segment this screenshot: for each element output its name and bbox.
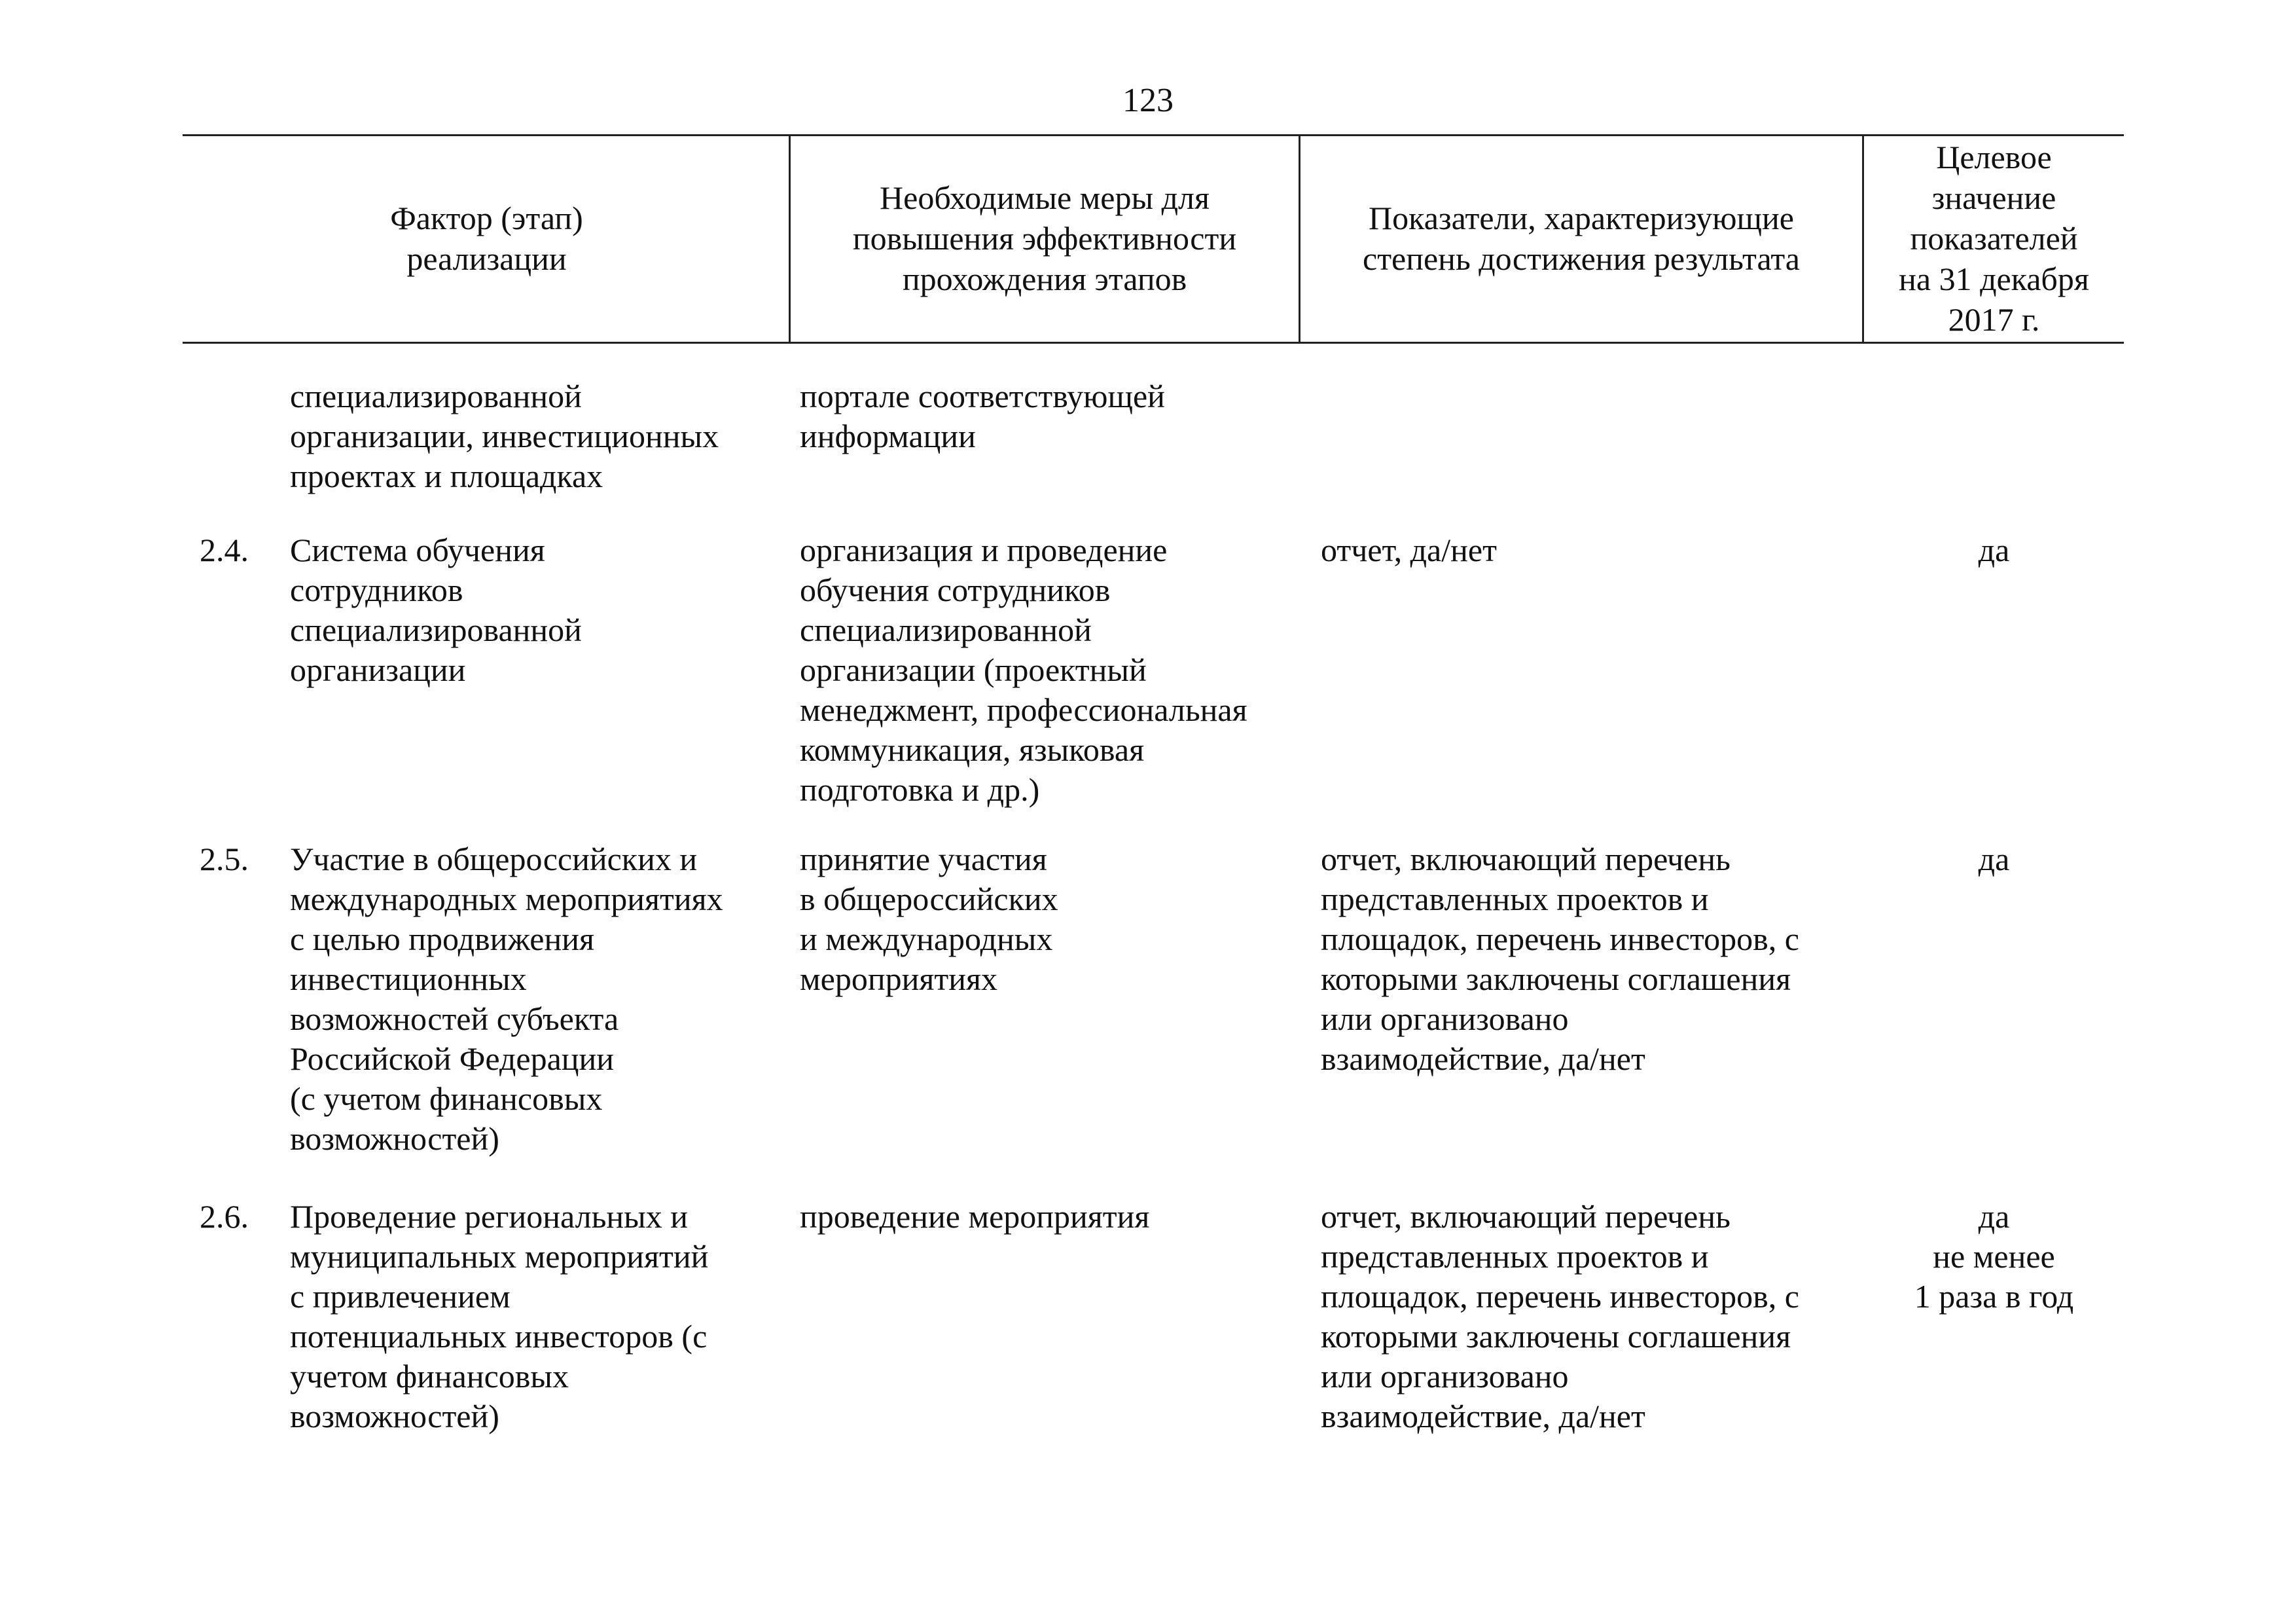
row-measures: портале соответствующей информации [800, 378, 1165, 454]
row-factor: Участие в общероссийских и международных мероприятиях с целью продвижения инвестиционных возможностей субъекта Российской Федерации (с учетом финансовых возможностей) [290, 841, 723, 1157]
row-factor: специализированной организации, инвестиционных проектах и площадках [290, 378, 719, 494]
table-header-bottom-rule [183, 342, 2124, 344]
row-measures: организация и проведение обучения сотрудников специализированной организации (проектный менеджмент, профессиональная коммуникация, языковая подготовка и др.) [800, 532, 1247, 808]
row-number: 2.5. [200, 841, 249, 877]
row-target: да не менее 1 раза в год [1914, 1198, 2074, 1315]
row-indicators: отчет, включающий перечень представленных проектов и площадок, перечень инвесторов, с которыми заключены соглашения или организовано взаимодействие, да/нет [1321, 841, 1799, 1077]
row-target: да [1978, 841, 2010, 877]
row-number: 2.6. [200, 1198, 249, 1235]
row-target: да [1978, 532, 2010, 568]
header-indicators: Показатели, характеризующие степень достижения результата [1363, 199, 1800, 277]
page-number: 123 [1122, 82, 1174, 119]
header-target: Целевое значение показателей на 31 декабря 2017 г. [1899, 138, 2089, 338]
header-factor: Фактор (этап) реализации [390, 199, 583, 277]
row-indicators: отчет, да/нет [1321, 532, 1497, 568]
row-measures: принятие участия в общероссийских и международных мероприятиях [800, 841, 1058, 997]
row-factor: Система обучения сотрудников специализированной организации [290, 532, 582, 688]
row-measures: проведение мероприятия [800, 1198, 1150, 1235]
row-number: 2.4. [200, 532, 249, 568]
row-factor: Проведение региональных и муниципальных мероприятий с привлечением потенциальных инвесторов (с учетом финансовых возможностей) [290, 1198, 709, 1434]
header-measures: Необходимые меры для повышения эффективности прохождения этапов [852, 179, 1237, 297]
row-indicators: отчет, включающий перечень представленных проектов и площадок, перечень инвесторов, с которыми заключены соглашения или организовано взаимодействие, да/нет [1321, 1198, 1799, 1434]
